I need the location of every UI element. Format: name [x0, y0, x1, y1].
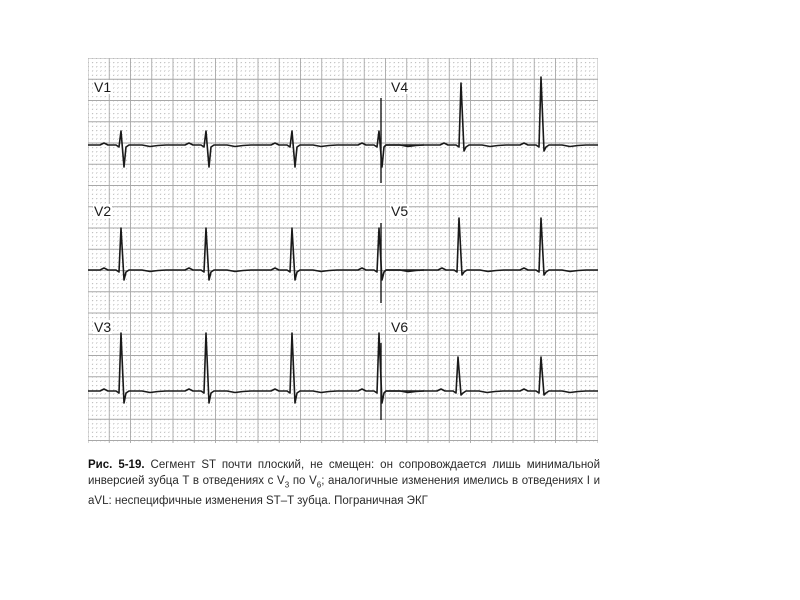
caption-text-3: ; аналогичные изменения имелись в отведениях I и aVL: неспецифичные изменения ST–T зубца. Пограничная ЭКГ	[88, 475, 600, 508]
figure-caption	[88, 457, 600, 509]
lead-label-v1: V1	[94, 79, 112, 95]
lead-label-v5: V5	[391, 203, 409, 219]
trace-v2	[88, 228, 424, 280]
trace-v1	[88, 131, 424, 167]
ecg-grid-and-traces	[88, 58, 598, 443]
lead-label-v4: V4	[391, 79, 409, 95]
lead-label-v3: V3	[94, 319, 112, 335]
caption-text-2: по V	[289, 475, 317, 487]
caption-sub-1: 3	[284, 480, 290, 490]
ecg-figure	[88, 58, 598, 443]
figure-number: Рис. 5-19.	[88, 459, 145, 471]
caption-sub-2: 6	[316, 480, 322, 490]
lead-label-v6: V6	[391, 319, 409, 335]
lead-label-v2: V2	[94, 203, 112, 219]
caption-text-1: Сегмент ST почти плоский, не смещен: он сопровождается лишь минимальной инверсией зубца T в отведениях с V	[88, 459, 600, 487]
ecg-grid	[88, 58, 598, 443]
